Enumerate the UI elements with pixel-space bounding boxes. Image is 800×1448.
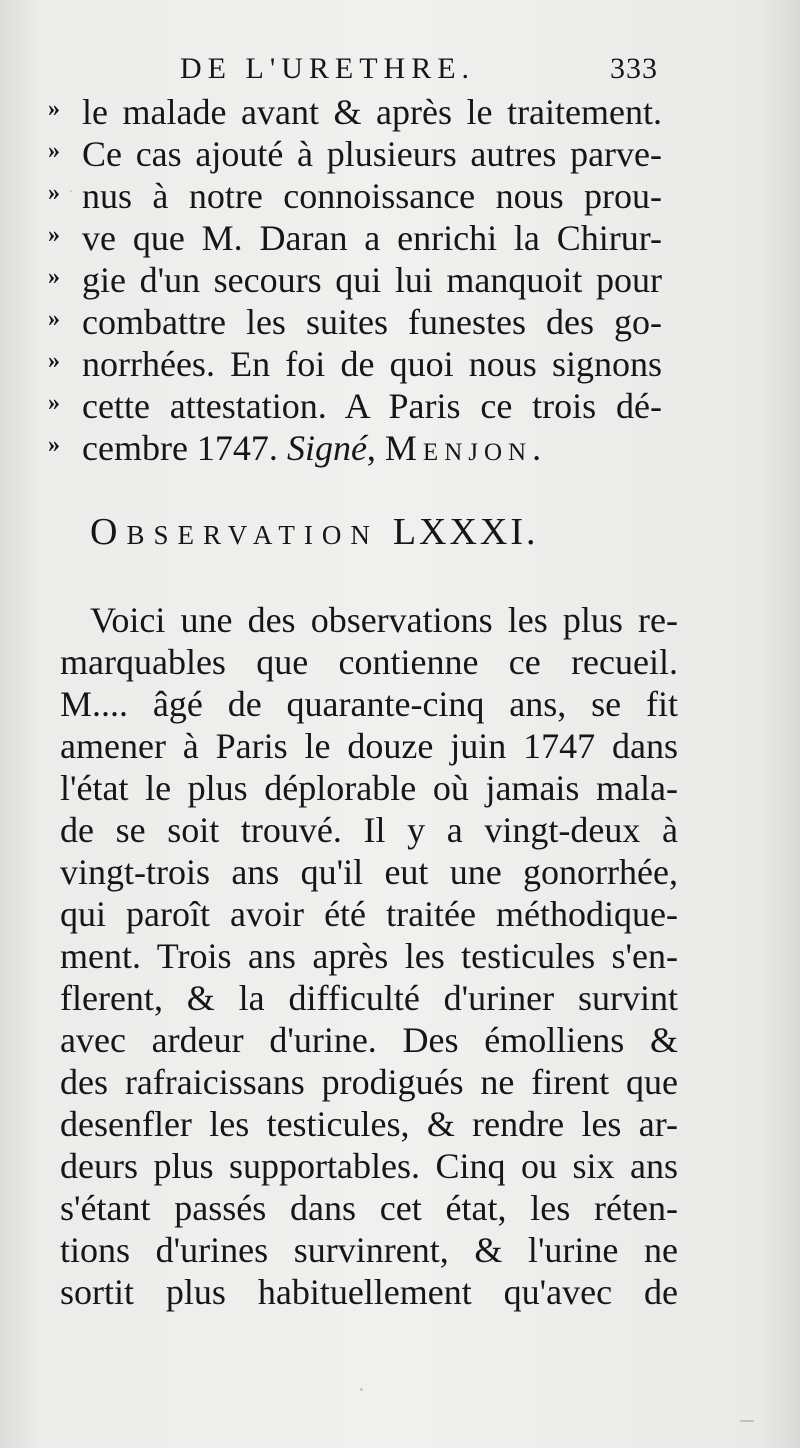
signed-label: Signé: [286, 428, 367, 468]
body-line: deurs plus supportables. Cinq ou six ans: [60, 1146, 678, 1186]
body-line: avec ardeur d'urine. Des émolliens &: [60, 1020, 678, 1060]
quote-line-text: gie d'un secours qui lui manquoit pour: [82, 260, 662, 300]
quote-line-text: cette attestation. A Paris ce trois dé-: [82, 386, 662, 426]
quote-mark: »: [48, 180, 60, 206]
paper-speck: [70, 190, 72, 192]
quote-line-text: Ce cas ajouté à plusieurs autres parve-: [82, 134, 662, 174]
signatory-name: Menjon.: [384, 428, 548, 468]
quote-line-text: le malade avant & après le traitement.: [82, 92, 662, 132]
quote-line-text: norrhées. En foi de quoi nous signons: [82, 344, 662, 384]
paper-speck: [740, 1420, 754, 1422]
body-line: M.... âgé de quarante-cinq ans, se fit: [60, 684, 678, 724]
body-line: de se soit trouvé. Il y a vingt-deux à: [60, 810, 678, 850]
signature-comma: ,: [366, 428, 376, 468]
date-text: cembre 1747.: [82, 428, 278, 468]
body-line: marquables que contienne ce recueil.: [60, 642, 678, 682]
body-line: qui paroît avoir été traitée méthodique-: [60, 894, 678, 934]
quote-mark: »: [48, 432, 60, 458]
quote-mark: »: [48, 138, 60, 164]
signature-line: [82, 428, 547, 468]
quote-mark: »: [48, 222, 60, 248]
body-line: sortit plus habituellement qu'avec de: [60, 1272, 678, 1312]
body-line: l'état le plus déplorable où jamais mala-: [60, 768, 678, 808]
observation-number: LXXXI.: [392, 511, 539, 553]
quote-mark: »: [48, 390, 60, 416]
quote-mark: »: [48, 306, 60, 332]
quote-line-text: nus à notre connoissance nous prou-: [82, 176, 662, 216]
page-number: 333: [610, 52, 658, 85]
observation-heading: [90, 510, 650, 554]
quote-mark: »: [48, 348, 60, 374]
paper-speck: [360, 1388, 363, 1391]
quote-mark: »: [48, 264, 60, 290]
quote-line-text: ve que M. Daran a enrichi la Chirur-: [82, 218, 662, 258]
body-line: amener à Paris le douze juin 1747 dans: [60, 726, 678, 766]
observation-word: Observation: [90, 511, 379, 553]
body-line: des rafraicissans prodigués ne firent que: [60, 1062, 678, 1102]
quote-line-text: combattre les suites funestes des go-: [82, 302, 662, 342]
body-line: desenfler les testicules, & rendre les ar-: [60, 1104, 678, 1144]
body-line: tions d'urines survinrent, & l'urine ne: [60, 1230, 678, 1270]
running-head: DE L'URETHRE.: [180, 52, 476, 85]
quote-mark: »: [48, 96, 60, 122]
body-line: flerent, & la difficulté d'uriner survint: [60, 978, 678, 1018]
body-line: Voici une des observations les plus re-: [90, 600, 678, 640]
body-line: vingt-trois ans qu'il eut une gonorrhée,: [60, 852, 678, 892]
body-line: s'étant passés dans cet état, les réten-: [60, 1188, 678, 1228]
page-header: [168, 52, 668, 92]
body-line: ment. Trois ans après les testicules s'en-: [60, 936, 678, 976]
